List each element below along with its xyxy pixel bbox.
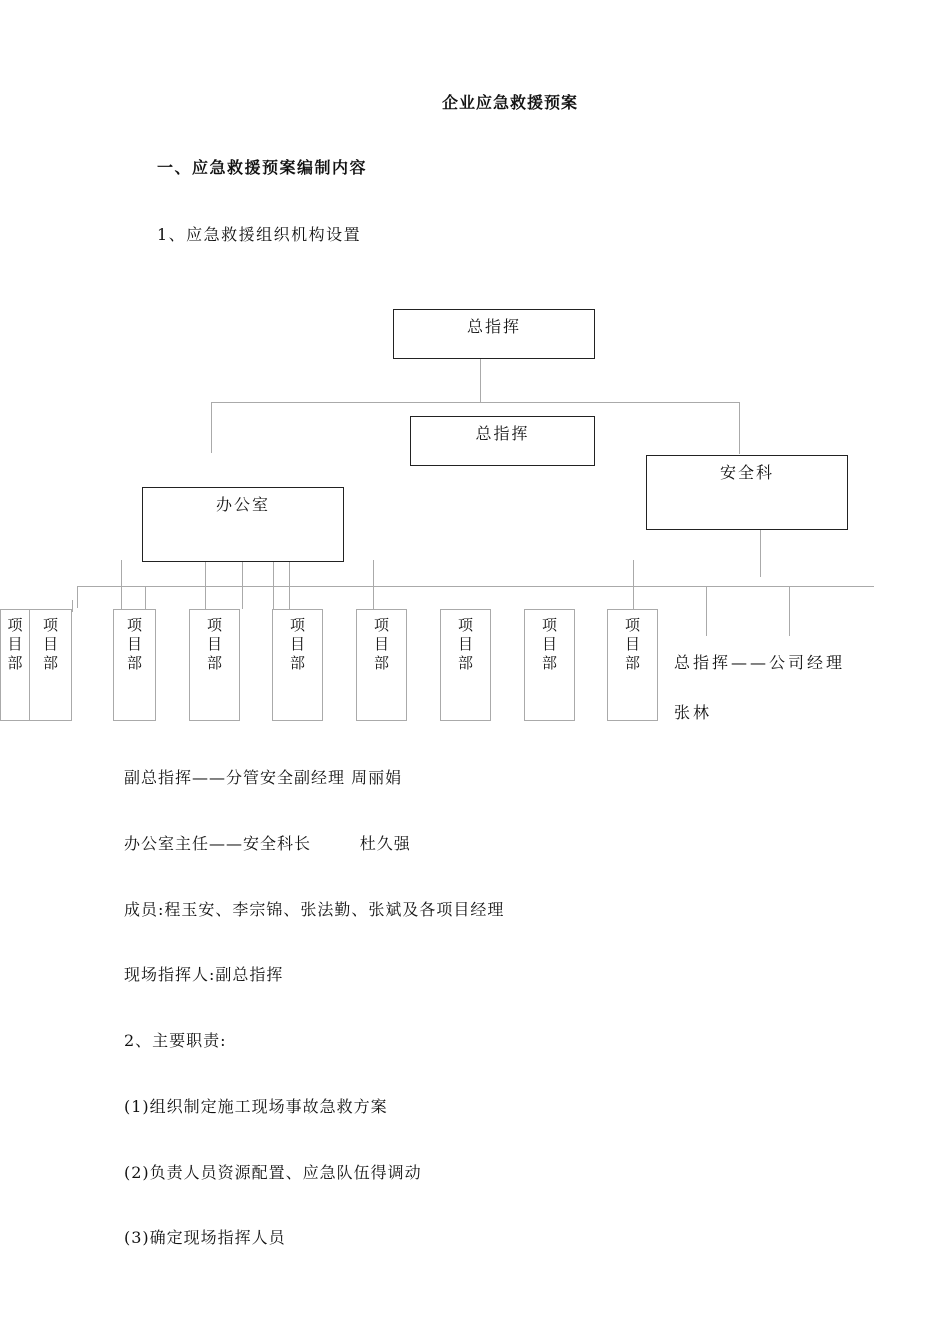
- box-label: 安全科: [719, 463, 774, 482]
- box-label: 总指挥: [466, 317, 521, 336]
- project-department-box: [189, 609, 240, 721]
- members-line: 成员:程玉安、李宗锦、张法勤、张斌及各项目经理: [124, 900, 505, 919]
- project-department-box: [113, 609, 156, 721]
- connector: [760, 529, 761, 577]
- sub-heading: 1、应急救援组织机构设置: [157, 225, 362, 244]
- connector: [77, 586, 874, 587]
- connector: [789, 586, 790, 636]
- connector: [633, 560, 634, 609]
- connector: [205, 560, 206, 609]
- project-department-box: [0, 609, 30, 721]
- connector: [72, 600, 73, 612]
- project-label: 项 目 部: [7, 616, 23, 672]
- connector: [211, 402, 740, 403]
- project-label: 项 目 部: [373, 616, 389, 672]
- commander-name: 张林: [674, 703, 713, 722]
- connector: [289, 560, 290, 609]
- connector: [373, 560, 374, 609]
- box-label: 办公室: [215, 495, 270, 514]
- commander-line: 总指挥——公司经理: [674, 653, 846, 672]
- project-department-box: [440, 609, 491, 721]
- top-commander-box: [393, 309, 595, 359]
- project-label: 项 目 部: [624, 616, 640, 672]
- connector: [145, 586, 146, 609]
- connector: [77, 586, 78, 608]
- duty-item: (1)组织制定施工现场事故急救方案: [124, 1097, 388, 1116]
- middle-commander-box: [410, 416, 595, 466]
- duties-heading: 2、主要职责:: [124, 1031, 227, 1050]
- safety-department-box: [646, 455, 848, 530]
- connector: [121, 560, 122, 609]
- connector: [480, 358, 481, 402]
- project-label: 项 目 部: [126, 616, 142, 672]
- project-department-box: [356, 609, 407, 721]
- project-label: 项 目 部: [42, 616, 58, 672]
- connector: [706, 586, 707, 636]
- project-department-box: [272, 609, 323, 721]
- box-label: 总指挥: [475, 424, 530, 443]
- project-department-box: [607, 609, 658, 721]
- section-heading: 一、应急救援预案编制内容: [157, 158, 368, 177]
- duty-item: (2)负责人员资源配置、应急队伍得调动: [124, 1163, 422, 1182]
- duty-item: (3)确定现场指挥人员: [124, 1228, 286, 1247]
- project-department-box: [524, 609, 575, 721]
- office-director-line: 办公室主任——安全科长 杜久强: [124, 834, 411, 853]
- connector: [739, 402, 740, 454]
- connector: [242, 560, 243, 609]
- office-box: [142, 487, 344, 562]
- connector: [211, 402, 212, 453]
- project-label: 项 目 部: [289, 616, 305, 672]
- project-label: 项 目 部: [206, 616, 222, 672]
- deputy-commander-line: 副总指挥——分管安全副经理 周丽娟: [124, 768, 403, 787]
- project-department-box: [29, 609, 72, 721]
- document-title: 企业应急救援预案: [441, 93, 578, 112]
- site-commander-line: 现场指挥人:副总指挥: [124, 965, 284, 984]
- project-label: 项 目 部: [541, 616, 557, 672]
- project-label: 项 目 部: [457, 616, 473, 672]
